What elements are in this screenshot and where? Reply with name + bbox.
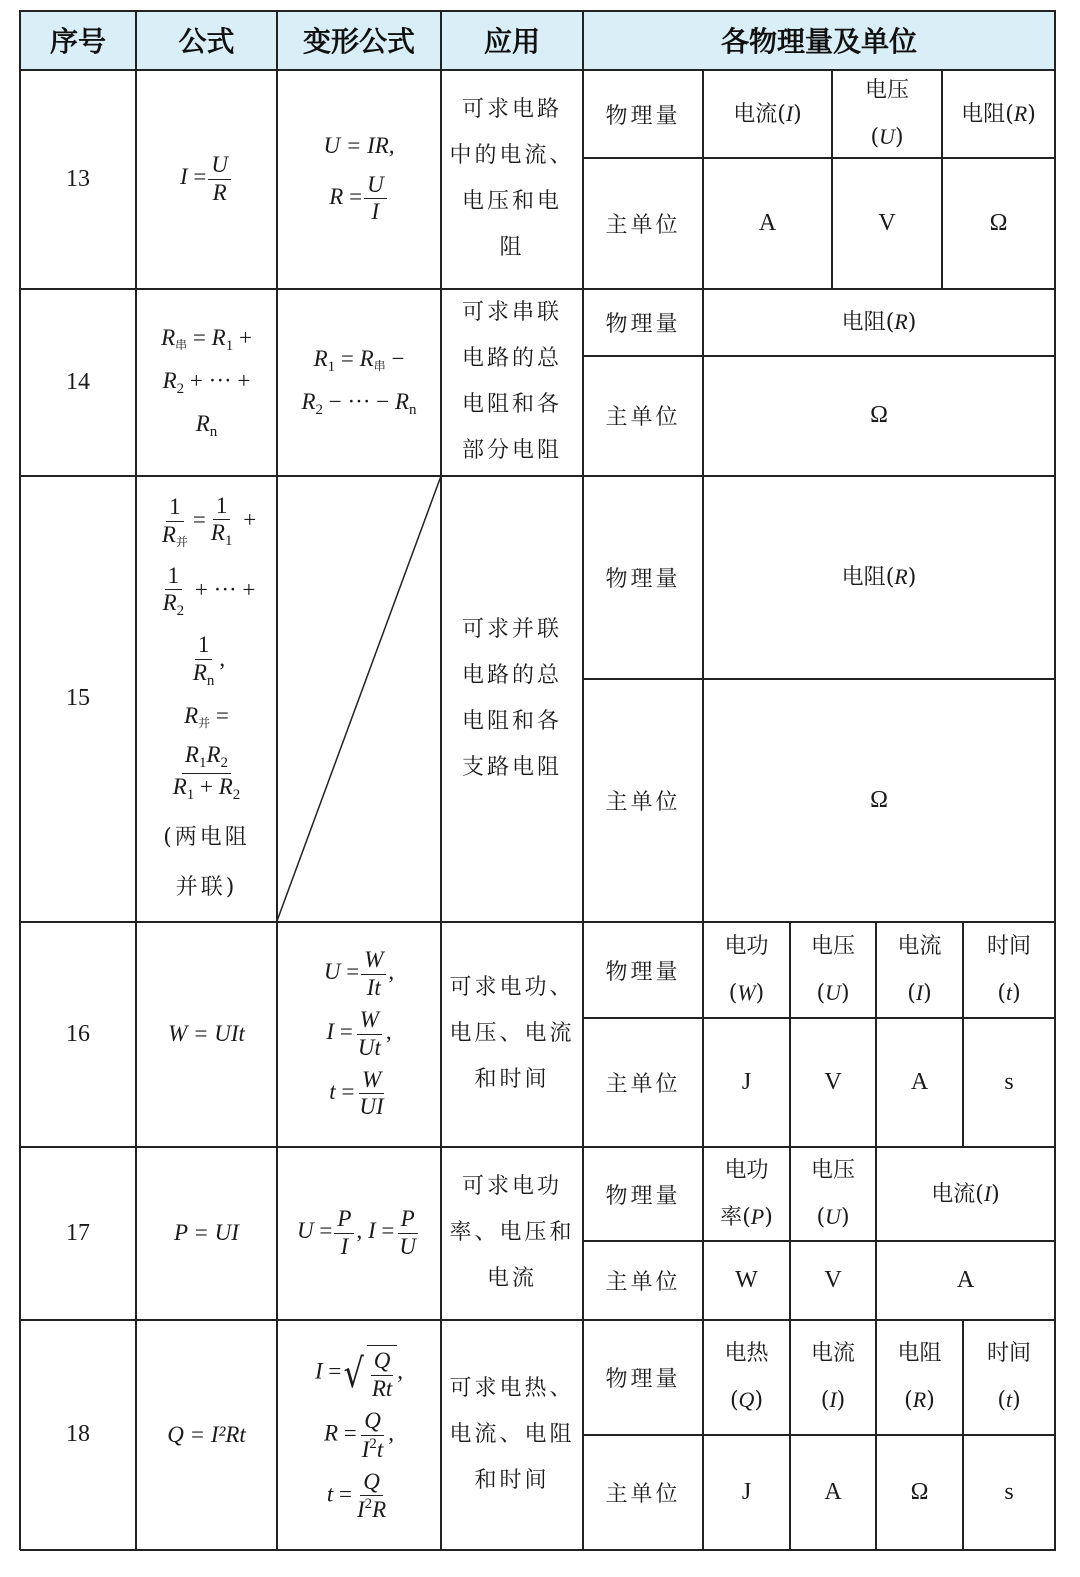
row-13-formula: I = $\frac{U}{R}$ bbox=[136, 70, 277, 288]
row-18-index: 18 bbox=[66, 1421, 90, 1447]
row-15-quantity-label: 物理量 bbox=[605, 567, 681, 592]
row-17-unit-current: A bbox=[956, 1266, 975, 1293]
row-18-quantity-label: 物理量 bbox=[605, 1367, 681, 1392]
row-14-transformed: $R_1 = R$串 − $R_2$ − ··· − $R_n$ bbox=[301, 346, 417, 418]
row-18-unit-label: 主单位 bbox=[605, 1481, 681, 1507]
row-14-application: 可求串联 电路的总 电阻和各 部分电阻 bbox=[461, 300, 562, 463]
row-17-quantity-voltage: 电压 (U) bbox=[810, 1157, 855, 1230]
header-formula: 公式 bbox=[178, 25, 235, 58]
row-13-unit-current: A bbox=[758, 209, 777, 236]
row-16-transformed: U = $\frac{W}{It}$ , I = $\frac{W}{Ut}$ , t = $\frac{W}{UI}$ bbox=[323, 947, 395, 1120]
row-14-unit-label: 主单位 bbox=[605, 405, 681, 430]
row-17-quantity-label: 物理量 bbox=[605, 1183, 681, 1209]
row-16-quantity-current: 电流 (I) bbox=[897, 933, 942, 1006]
row-17-index: 17 bbox=[66, 1219, 90, 1246]
row-15-formula: $\frac{1}{\text{R并}}$ = $\frac{1}{R_1}$ + $\frac{1}{R_2}$ + ··· + $\frac{1}{R_n}$ , R并 = $\frac{R_1R_2}{R_1 + R_2}$ (两电阻 并联) bbox=[161, 493, 257, 900]
row-16-formula: W = UIt bbox=[168, 1021, 245, 1047]
row-17-unit-voltage: V bbox=[824, 1266, 842, 1293]
row-15-application: 可求并联 电路的总 电阻和各 支路电阻 bbox=[461, 616, 562, 780]
row-16-unit-label: 主单位 bbox=[605, 1071, 681, 1097]
row-18-unit-time: s bbox=[1004, 1478, 1014, 1505]
row-14-quantity-label: 物理量 bbox=[605, 312, 681, 337]
row-13-quantity-label: 物理量 bbox=[605, 103, 681, 129]
row-18-unit-heat: J bbox=[741, 1478, 752, 1505]
row-17-unit-power: W bbox=[735, 1266, 758, 1293]
row-14-formula: R串 = $R_1$ + $R_2$ + ··· + $R_n$ bbox=[161, 324, 252, 440]
row-18-quantity-heat: 电热 (Q) bbox=[724, 1341, 769, 1413]
row-17-transformed: U = $\frac{P}{I}$ , I = $\frac{P}{U}$ bbox=[297, 1206, 416, 1259]
row-17-unit-label: 主单位 bbox=[605, 1269, 681, 1295]
row-15-unit-resistance: Ω bbox=[870, 786, 888, 813]
row-18-quantity-time: 时间 (t) bbox=[986, 1341, 1031, 1413]
row-16-quantity-time: 时间 (t) bbox=[986, 933, 1031, 1006]
row-13-unit-resistance: Ω bbox=[989, 209, 1008, 236]
header-application: 应用 bbox=[483, 25, 540, 58]
row-13-quantity-current: 电流(I) bbox=[733, 100, 802, 127]
row-16-unit-voltage: V bbox=[824, 1068, 842, 1095]
row-13-index: 13 bbox=[66, 165, 90, 192]
empty-cell-diagonal bbox=[276, 475, 442, 923]
row-16-quantity-label: 物理量 bbox=[605, 959, 681, 985]
row-13-quantity-voltage: 电压 (U) bbox=[864, 77, 909, 150]
row-18-unit-resistance: Ω bbox=[910, 1478, 929, 1505]
row-18-quantity-resistance: 电阻 (R) bbox=[897, 1341, 942, 1413]
row-13-quantity-resistance: 电阻(R) bbox=[961, 100, 1036, 127]
row-18-application: 可求电热、 电流、电阻 和时间 bbox=[449, 1375, 575, 1493]
row-17-quantity-current: 电流(I) bbox=[931, 1180, 1000, 1207]
row-13-unit-label: 主单位 bbox=[605, 212, 681, 238]
row-17-quantity-power: 电功 率(P) bbox=[720, 1157, 773, 1230]
row-18-formula: Q = I²Rt bbox=[167, 1421, 246, 1447]
grid-line bbox=[20, 1549, 1056, 1551]
row-16-quantity-work: 电功 (W) bbox=[724, 933, 769, 1006]
row-18-unit-current: A bbox=[824, 1478, 842, 1505]
row-16-unit-time: s bbox=[1004, 1068, 1014, 1095]
row-16-index: 16 bbox=[66, 1020, 90, 1047]
header-quantities-units: 各物理量及单位 bbox=[720, 25, 917, 58]
row-15-unit-label: 主单位 bbox=[605, 789, 681, 815]
row-13-unit-voltage: V bbox=[878, 209, 896, 236]
row-16-application: 可求电功、 电压、电流 和时间 bbox=[449, 975, 575, 1092]
row-14-quantity-resistance: 电阻(R) bbox=[841, 309, 917, 335]
row-14-index: 14 bbox=[66, 368, 90, 395]
row-16-unit-current: A bbox=[910, 1068, 929, 1095]
header-index: 序号 bbox=[49, 25, 106, 58]
row-16-quantity-voltage: 电压 (U) bbox=[810, 933, 855, 1006]
row-18-quantity-current: 电流 (I) bbox=[810, 1341, 855, 1413]
row-18-transformed: I = √ $\frac{Q}{Rt}$ , R = $\frac{Q}{I^2t}$ , t = $\frac{Q}{I^2R}$ bbox=[277, 1320, 441, 1549]
row-15-index: 15 bbox=[66, 685, 90, 711]
row-13-transformed: U = IR, R = $\frac{U}{I}$ bbox=[323, 133, 395, 225]
row-13-application: 可求电路 中的电流、 电压和电 阻 bbox=[449, 97, 575, 260]
row-16-unit-work: J bbox=[741, 1068, 752, 1095]
row-17-formula: P = UI bbox=[174, 1220, 239, 1246]
header-transformed-formula: 变形公式 bbox=[302, 25, 415, 58]
row-14-unit-resistance: Ω bbox=[870, 402, 888, 428]
row-17-application: 可求电功 率、电压和 电流 bbox=[449, 1174, 575, 1291]
row-15-quantity-resistance: 电阻(R) bbox=[841, 564, 917, 590]
